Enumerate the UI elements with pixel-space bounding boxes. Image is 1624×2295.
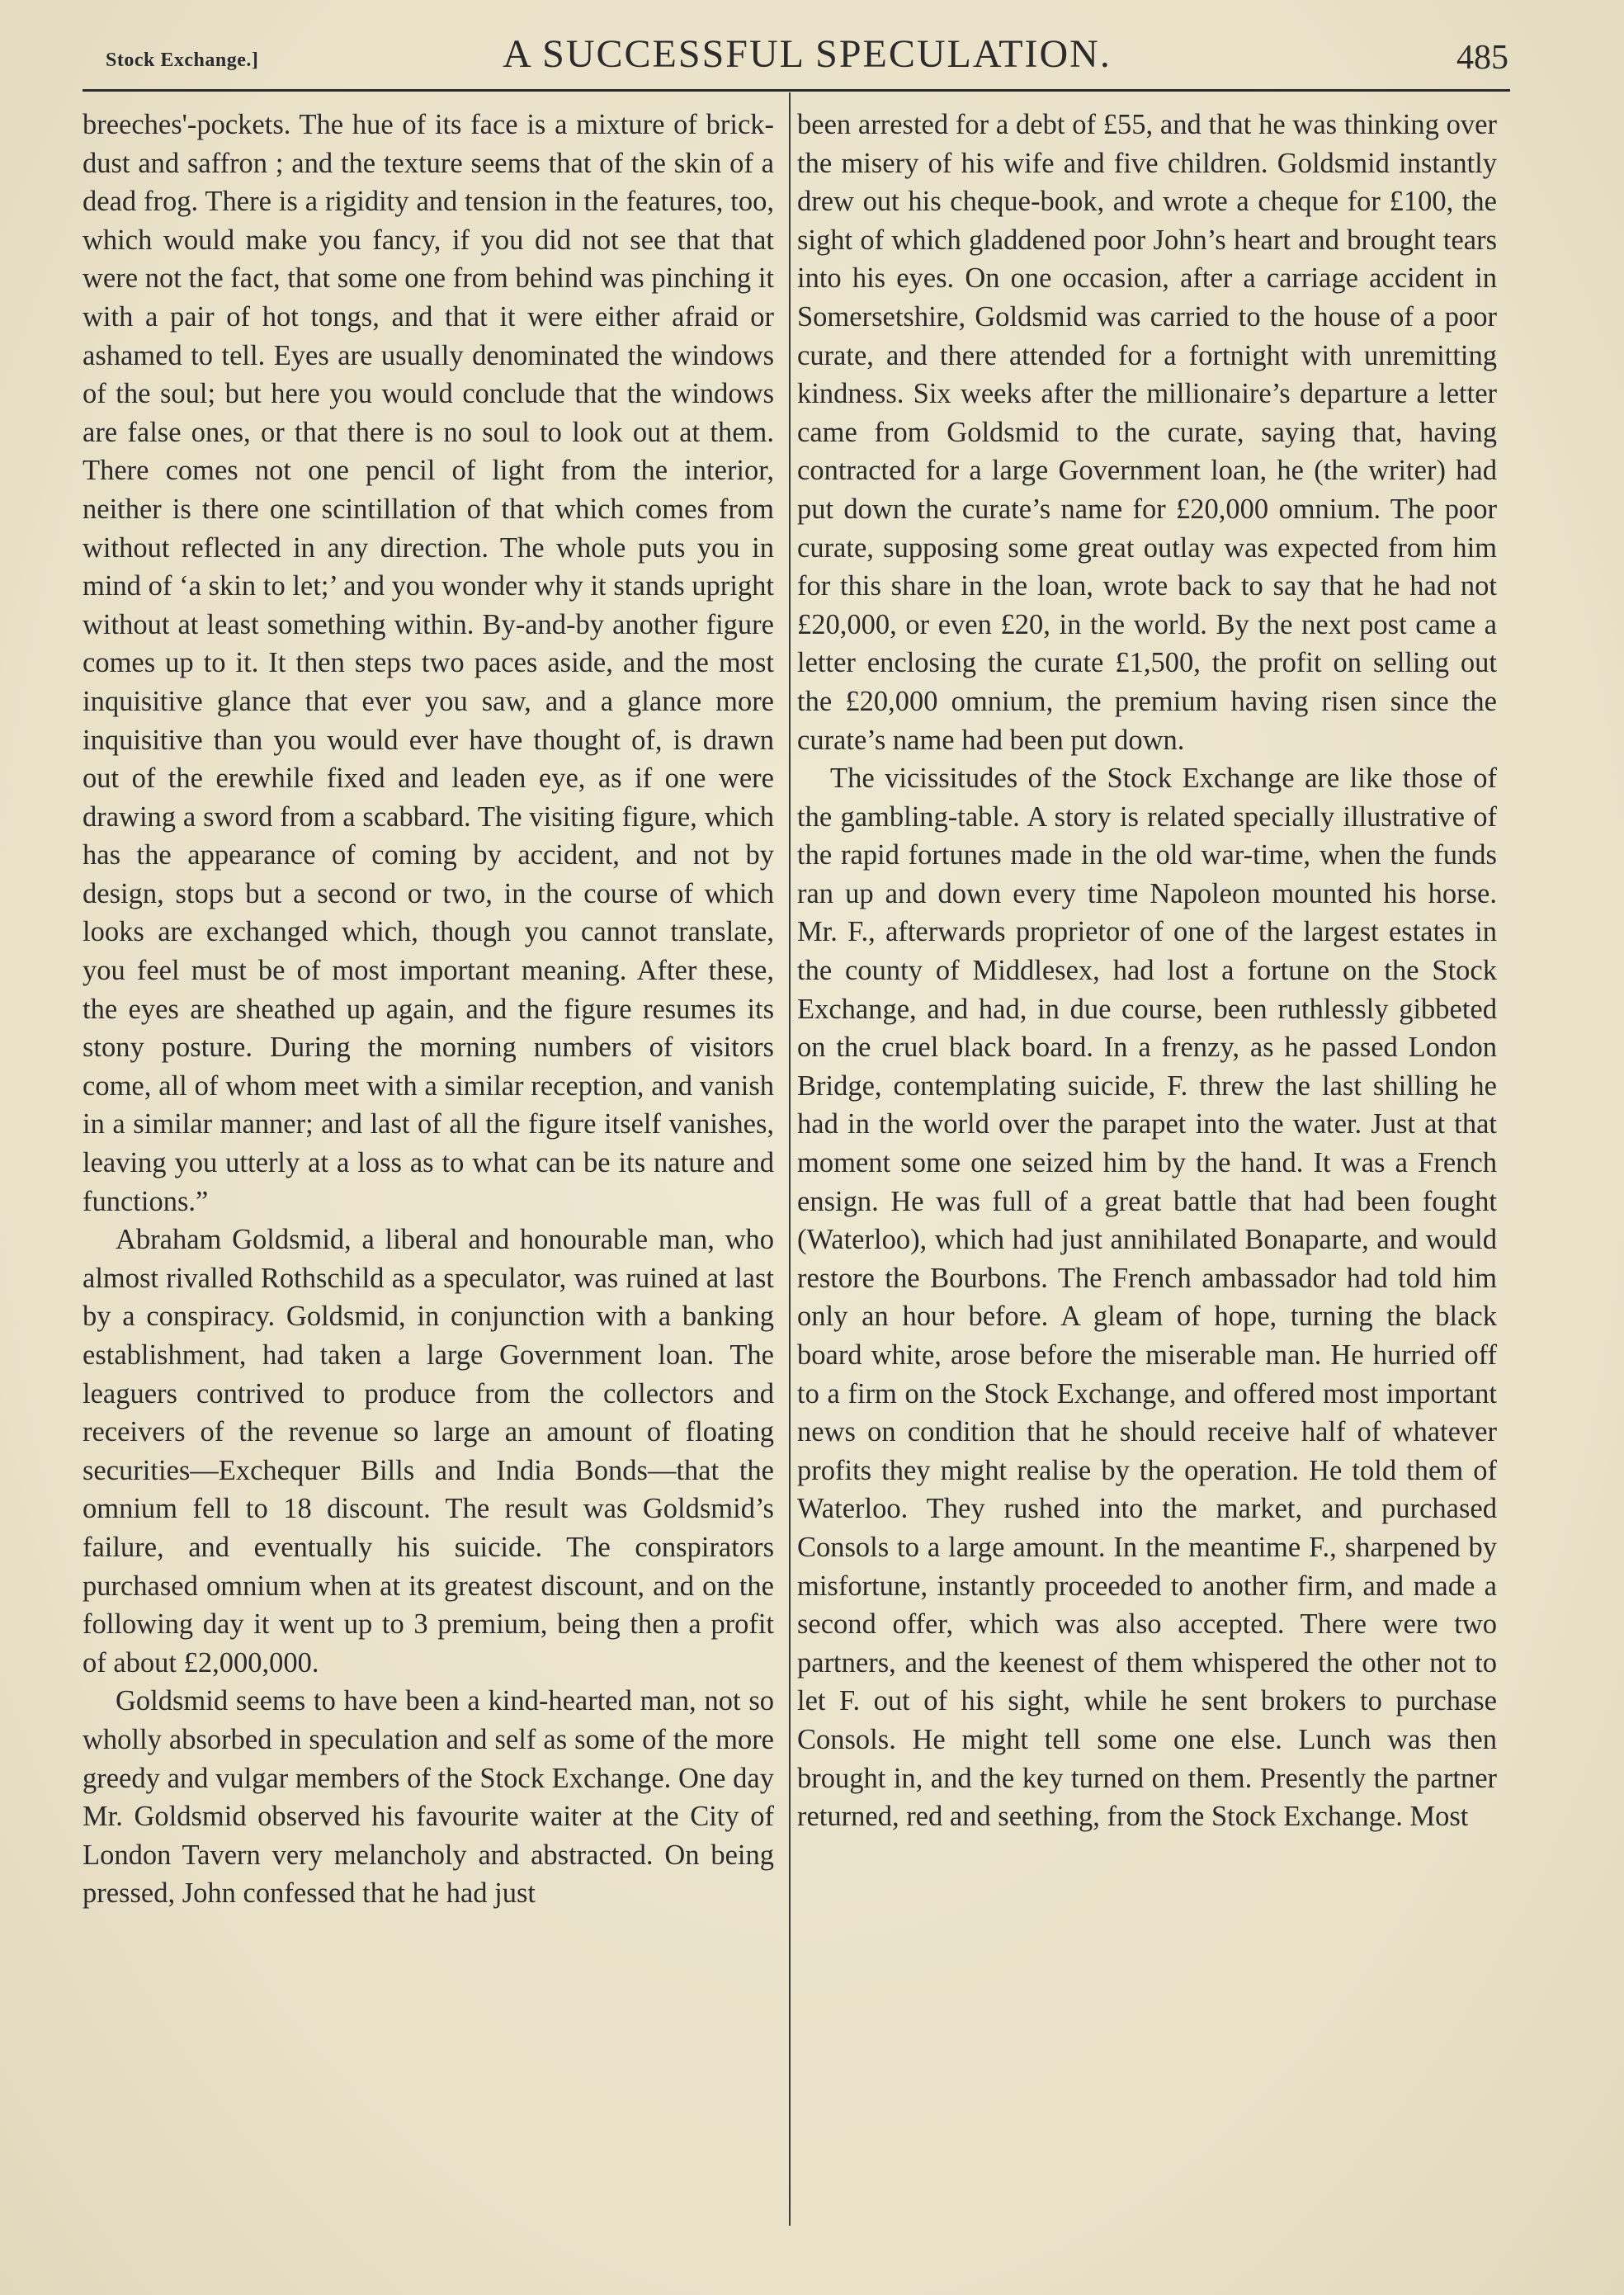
left-column xyxy=(83,106,774,2243)
page-title: A SUCCESSFUL SPECULATION. xyxy=(503,32,1112,76)
header-rule xyxy=(83,89,1510,92)
page-number: 485 xyxy=(1456,39,1508,77)
column-divider xyxy=(789,92,791,2226)
paragraph: breeches'-pockets. The hue of its face is a mixture of brick-dust and saffron ; and the texture seems that of the skin of a dead frog. There is a rigidity and tension in the features, too, which would make you fancy, if you did not see that that were not the fact, that some one from behind was pinching it with a pair of hot tongs, and that it were either afraid or ashamed to tell. Eyes are usually denominated the windows of the soul; but here you would conclude that the windows are false ones, or that there is no soul to look out at them. There comes not one pencil of light from the interior, neither is there one scintillation of that which comes from without reflected in any direction. The whole puts you in mind of ‘a skin to let;’ and you wonder why it stands upright without at least something within. By-and-by another figure comes up to it. It then steps two paces aside, and the most inquisitive glance that ever you saw, and a glance more inquisitive than you would ever have thought of, is drawn out of the erewhile fixed and leaden eye, as if one were drawing a sword from a scabbard. The visiting figure, which has the appearance of coming by accident, and not by design, stops but a second or two, in the course of which looks are exchanged which, though you cannot translate, you feel must be of most important meaning. After these, the eyes are sheathed up again, and the figure resumes its stony posture. During the morning numbers of visitors come, all of whom meet with a similar reception, and vanish in a similar manner; and last of all the figure itself vanishes, leaving you utterly at a loss as to what can be its nature and functions.” xyxy=(83,109,774,1217)
right-column xyxy=(797,106,1497,2243)
paragraph: The vicissitudes of the Stock Exchange are like those of the gambling-table. A story is related specially illustrative of the rapid fortunes made in the old war-time, when the funds ran up and down every time Napoleon mounted his horse. Mr. F., afterwards proprietor of one of the largest estates in the county of Middlesex, had lost a fortune on the Stock Exchange, and had, in due course, been ruthlessly gibbeted on the cruel black board. In a frenzy, as he passed London Bridge, contemplating suicide, F. threw the last shilling he had in the world over the parapet into the water. Just at that moment some one seized him by the hand. It was a French ensign. He was full of a great battle that had been fought (Waterloo), which had just annihilated Bonaparte, and would restore the Bourbons. The French ambassador had told him only an hour before. A gleam of hope, turning the black board white, arose before the miserable man. He hurried off to a firm on the Stock Exchange, and offered most important news on condition that he should receive half of whatever profits they might realise by the operation. He told them of Waterloo. They rushed into the market, and purchased Consols to a large amount. In the meantime F., sharpened by misfortune, instantly proceeded to another firm, and made a second offer, which was also accepted. There were two partners, and the keenest of them whispered the other not to let F. out of his sight, while he sent brokers to purchase Consols. He might tell some one else. Lunch was then brought in, and the key turned on them. Presently the partner returned, red and seething, from the Stock Exchange. Most xyxy=(797,763,1497,1833)
paragraph: Goldsmid seems to have been a kind-hearted man, not so wholly absorbed in speculation and self as some of the more greedy and vulgar members of the Stock Exchange. One day Mr. Goldsmid observed his favourite waiter at the City of London Tavern very melancholy and abstracted. On being pressed, John confessed that he had just xyxy=(83,1685,774,1910)
running-header xyxy=(106,31,1508,81)
paragraph: been arrested for a debt of £55, and that he was thinking over the misery of his wife and five children. Goldsmid instantly drew out his cheque-book, and wrote a cheque for £100, the sight of which gladdened poor John’s heart and brought tears into his eyes. On one occasion, after a carriage accident in Somersetshire, Goldsmid was carried to the house of a poor curate, and there attended for a fortnight with unremitting kindness. Six weeks after the millionaire’s departure a letter came from Goldsmid to the curate, saying that, having contracted for a large Government loan, he (the writer) had put down the curate’s name for £20,000 omnium. The poor curate, supposing some great outlay was expected from him for this share in the loan, wrote back to say that he had not £20,000, or even £20, in the world. By the next post came a letter enclosing the curate £1,500, the profit on selling out the £20,000 omnium, the premium having risen since the curate’s name had been put down. xyxy=(797,109,1497,756)
paragraph: Abraham Goldsmid, a liberal and honourable man, who almost rivalled Rothschild as a speculator, was ruined at last by a conspiracy. Goldsmid, in conjunction with a banking establishment, had taken a large Government loan. The leaguers contrived to produce from the collectors and receivers of the revenue so large an amount of floating securities—Exchequer Bills and India Bonds—that the omnium fell to 18 discount. The result was Goldsmid’s failure, and eventually his suicide. The conspirators purchased omnium when at its greatest discount, and on the following day it went up to 3 premium, being then a profit of about £2,000,000. xyxy=(83,1224,774,1679)
section-label: Stock Exchange.] xyxy=(106,50,259,71)
